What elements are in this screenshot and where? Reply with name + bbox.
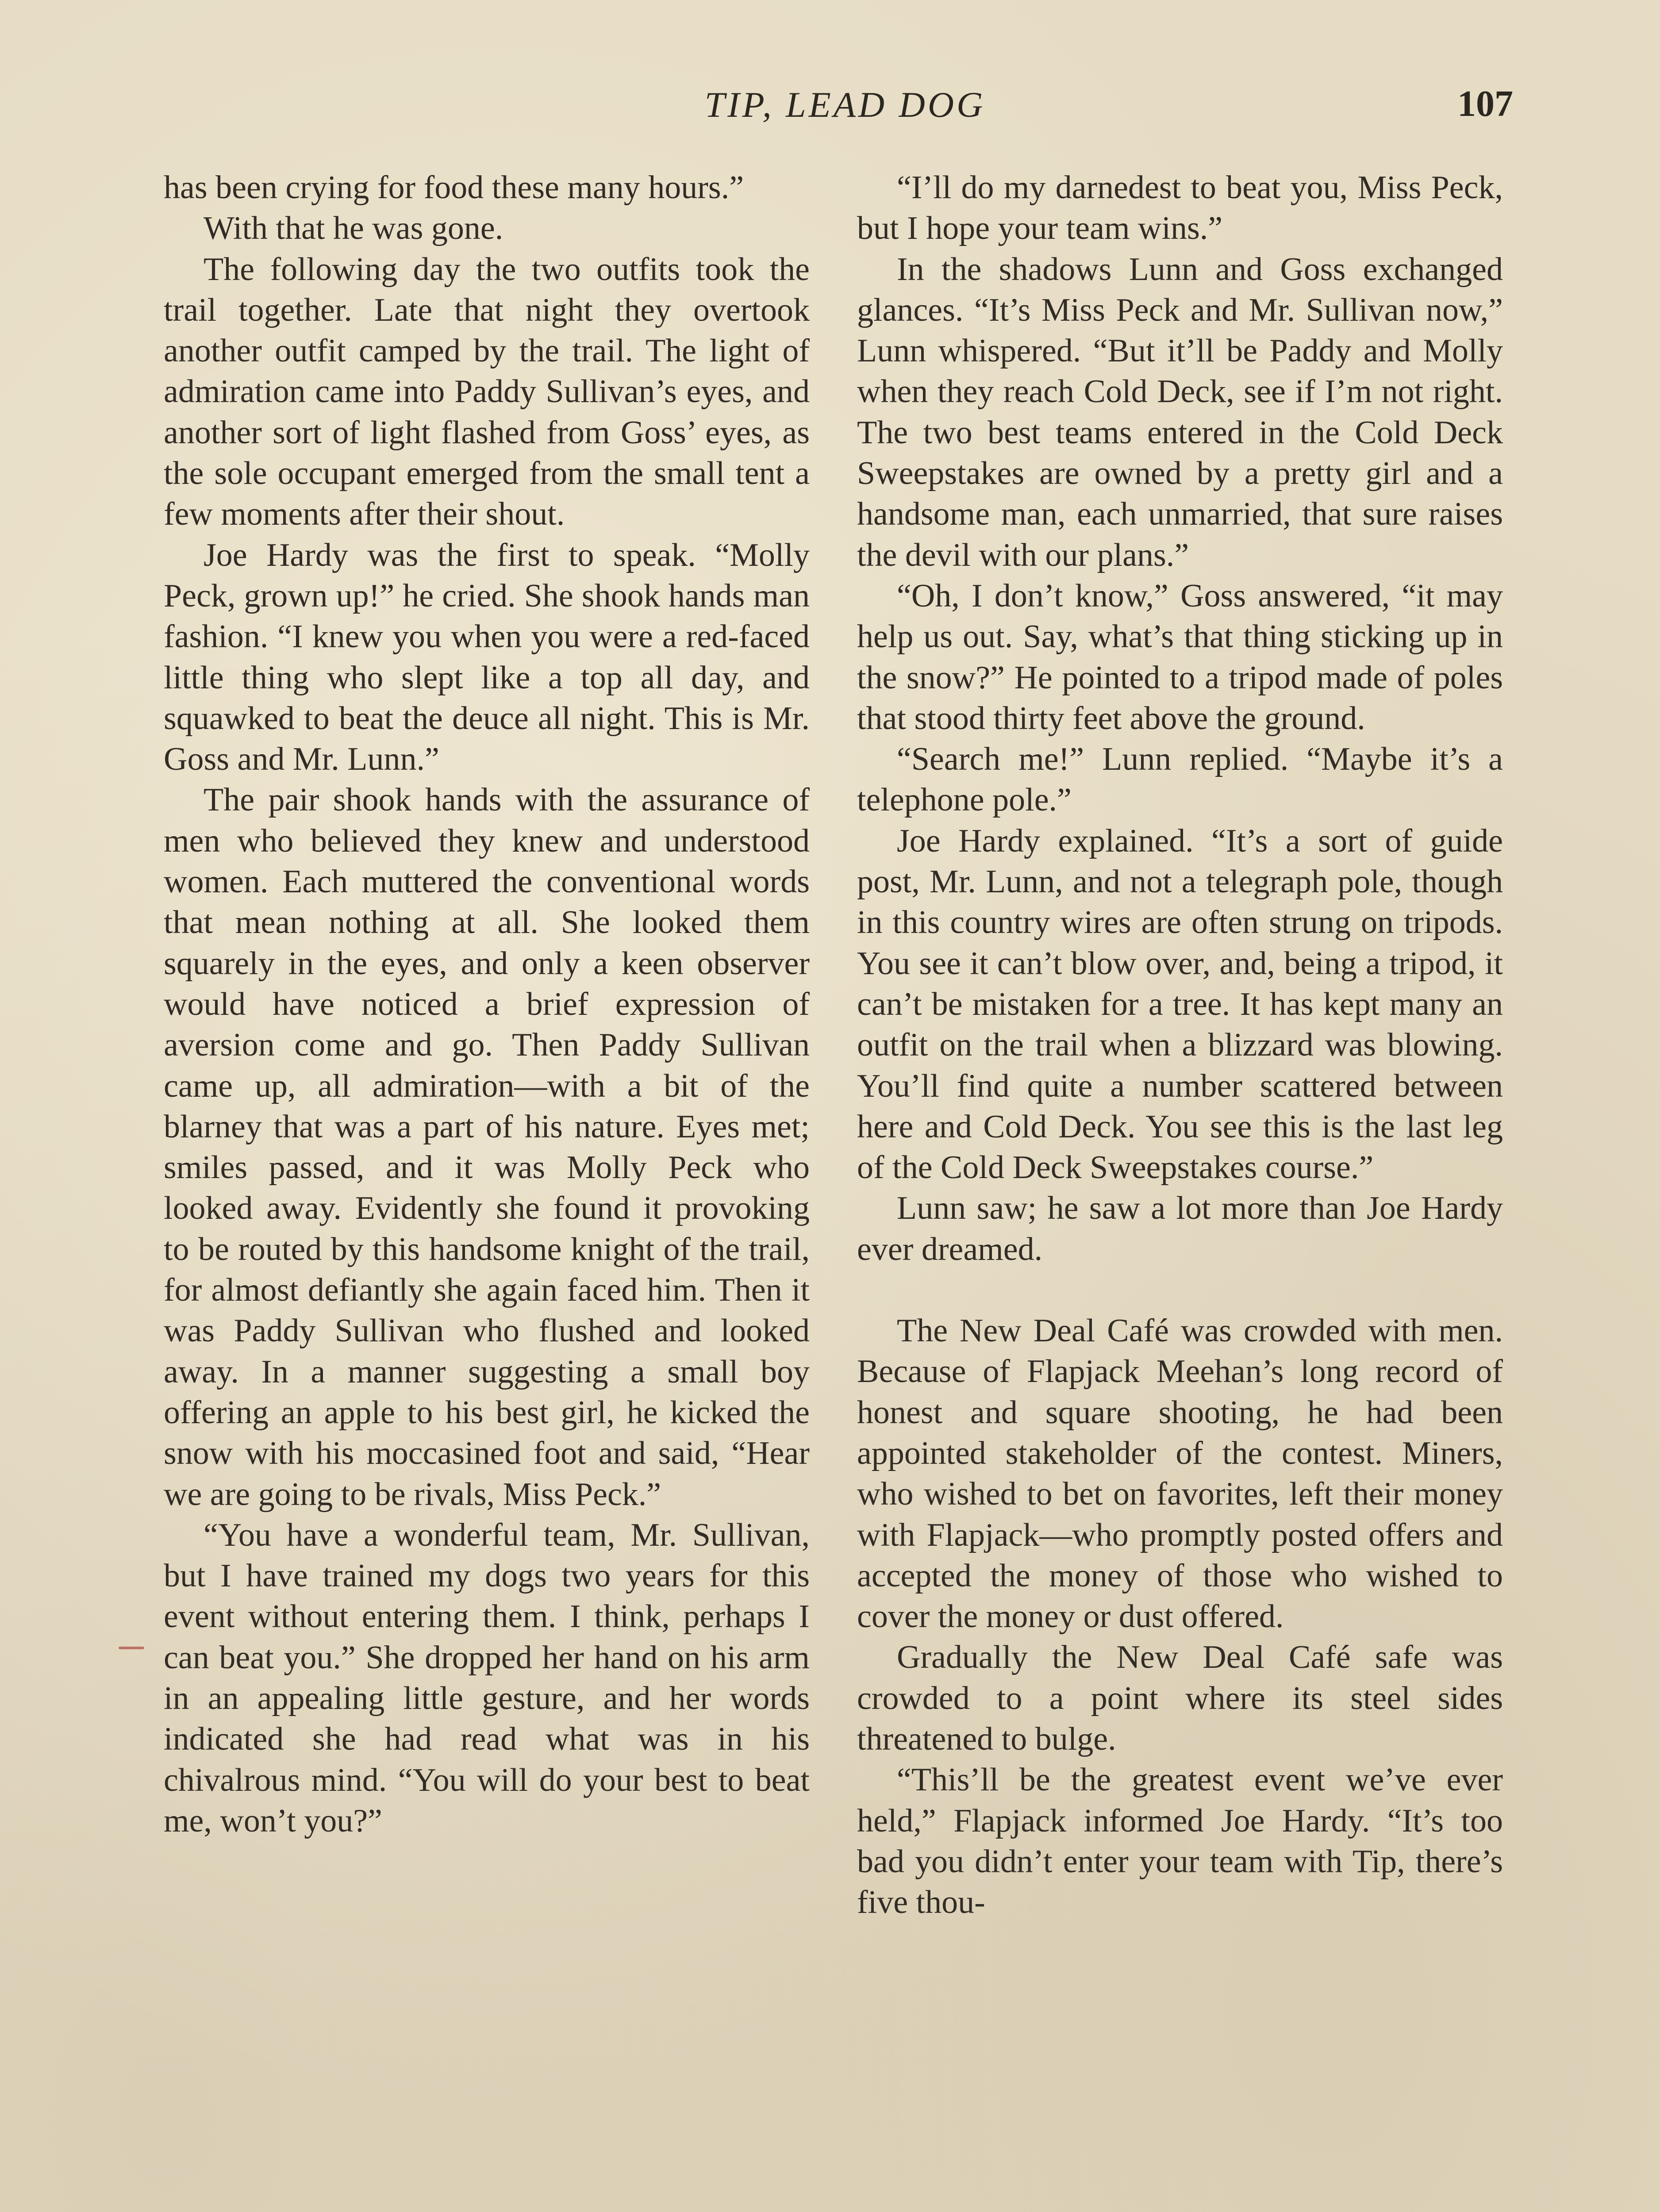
margin-pencil-mark xyxy=(119,1647,144,1649)
paragraph: With that he was gone. xyxy=(204,210,503,247)
left-text-column xyxy=(164,167,810,1841)
paragraph: has been crying for food these many hours.” xyxy=(164,169,744,206)
section-break xyxy=(857,1270,1503,1310)
running-head-title: TIP, LEAD DOG xyxy=(704,84,986,125)
paragraph: “Oh, I don’t know,” Goss answered, “it may help us out. Say, what’s that thing sticking up in the snow?” He pointed to a tripod made of poles that stood thirty feet above the ground. xyxy=(857,577,1503,737)
paragraph: Lunn saw; he saw a lot more than Joe Hardy ever dreamed. xyxy=(857,1190,1503,1267)
paragraph: The New Deal Café was crowded with men. Because of Flapjack Meehan’s long record of honest and square shooting, he had been appointed stakeholder of the contest. Miners, who wished to bet on favorites, left their money with Flapjack—who promptly posted offers and accepted the money of those who wished to cover the money or dust offered. xyxy=(857,1313,1503,1635)
paragraph: In the shadows Lunn and Goss exchanged glances. “It’s Miss Peck and Mr. Sullivan now,” Lunn whispered. “But it’ll be Paddy and Molly when they reach Cold Deck, see if I’m not right. The two best teams entered in the Cold Deck Sweepstakes are owned by a pretty girl and a handsome man, each unmarried, that sure raises the devil with our plans.” xyxy=(857,251,1503,573)
paragraph: Joe Hardy explained. “It’s a sort of guide post, Mr. Lunn, and not a telegraph pole, though in this country wires are often strung on tripods. You see it can’t blow over, and, being a tripod, it can’t be mistaken for a tree. It has kept many an outfit on the trail when a blizzard was blowing. You’ll find quite a number scattered between here and Cold Deck. You see this is the last leg of the Cold Deck Sweepstakes course.” xyxy=(857,822,1503,1186)
paragraph: “Search me!” Lunn replied. “Maybe it’s a telephone pole.” xyxy=(857,741,1503,818)
paragraph: The pair shook hands with the assurance of men who believed they knew and understood women. Each muttered the conventional words that mean nothing at all. She looked them squarely in the eyes, and only a keen observer would have noticed a brief expression of aversion come and go. Then Paddy Sullivan came up, all admiration—with a bit of the blarney that was a part of his nature. Eyes met; smiles passed, and it was Molly Peck who looked away. Evidently she found it provoking to be routed by this handsome knight of the trail, for almost defiantly she again faced him. Then it was Paddy Sullivan who flushed and looked away. In a manner suggesting a small boy offering an apple to his best girl, he kicked the snow with his moccasined foot and said, “Hear we are going to be rivals, Miss Peck.” xyxy=(164,782,810,1513)
right-text-column xyxy=(857,167,1503,1923)
page-number: 107 xyxy=(1457,83,1513,124)
paragraph: Joe Hardy was the first to speak. “Molly Peck, grown up!” he cried. She shook hands man fashion. “I knew you when you were a red-faced little thing who slept like a top all day, and squawked to beat the deuce all night. This is Mr. Goss and Mr. Lunn.” xyxy=(164,537,810,778)
paragraph: “This’ll be the greatest event we’ve ever held,” Flapjack informed Joe Hardy. “It’s too bad you didn’t enter your team with Tip, there’s five thou- xyxy=(857,1762,1503,1921)
paragraph: “You have a wonderful team, Mr. Sullivan, but I have trained my dogs two years for this event without entering them. I think, perhaps I can beat you.” She dropped her hand on his arm in an appealing little gesture, and her words indicated she had read what was in his chivalrous mind. “You will do your best to beat me, won’t you?” xyxy=(164,1517,810,1839)
paragraph: “I’ll do my darnedest to beat you, Miss Peck, but I hope your team wins.” xyxy=(857,169,1503,247)
paragraph: The following day the two outfits took the trail together. Late that night they overtook another outfit camped by the trail. The light of admiration came into Paddy Sullivan’s eyes, and another sort of light flashed from Goss’ eyes, as the sole occupant emerged from the small tent a few moments after their shout. xyxy=(164,251,810,533)
paragraph: Gradually the New Deal Café safe was crowded to a point where its steel sides threatened to bulge. xyxy=(857,1639,1503,1757)
